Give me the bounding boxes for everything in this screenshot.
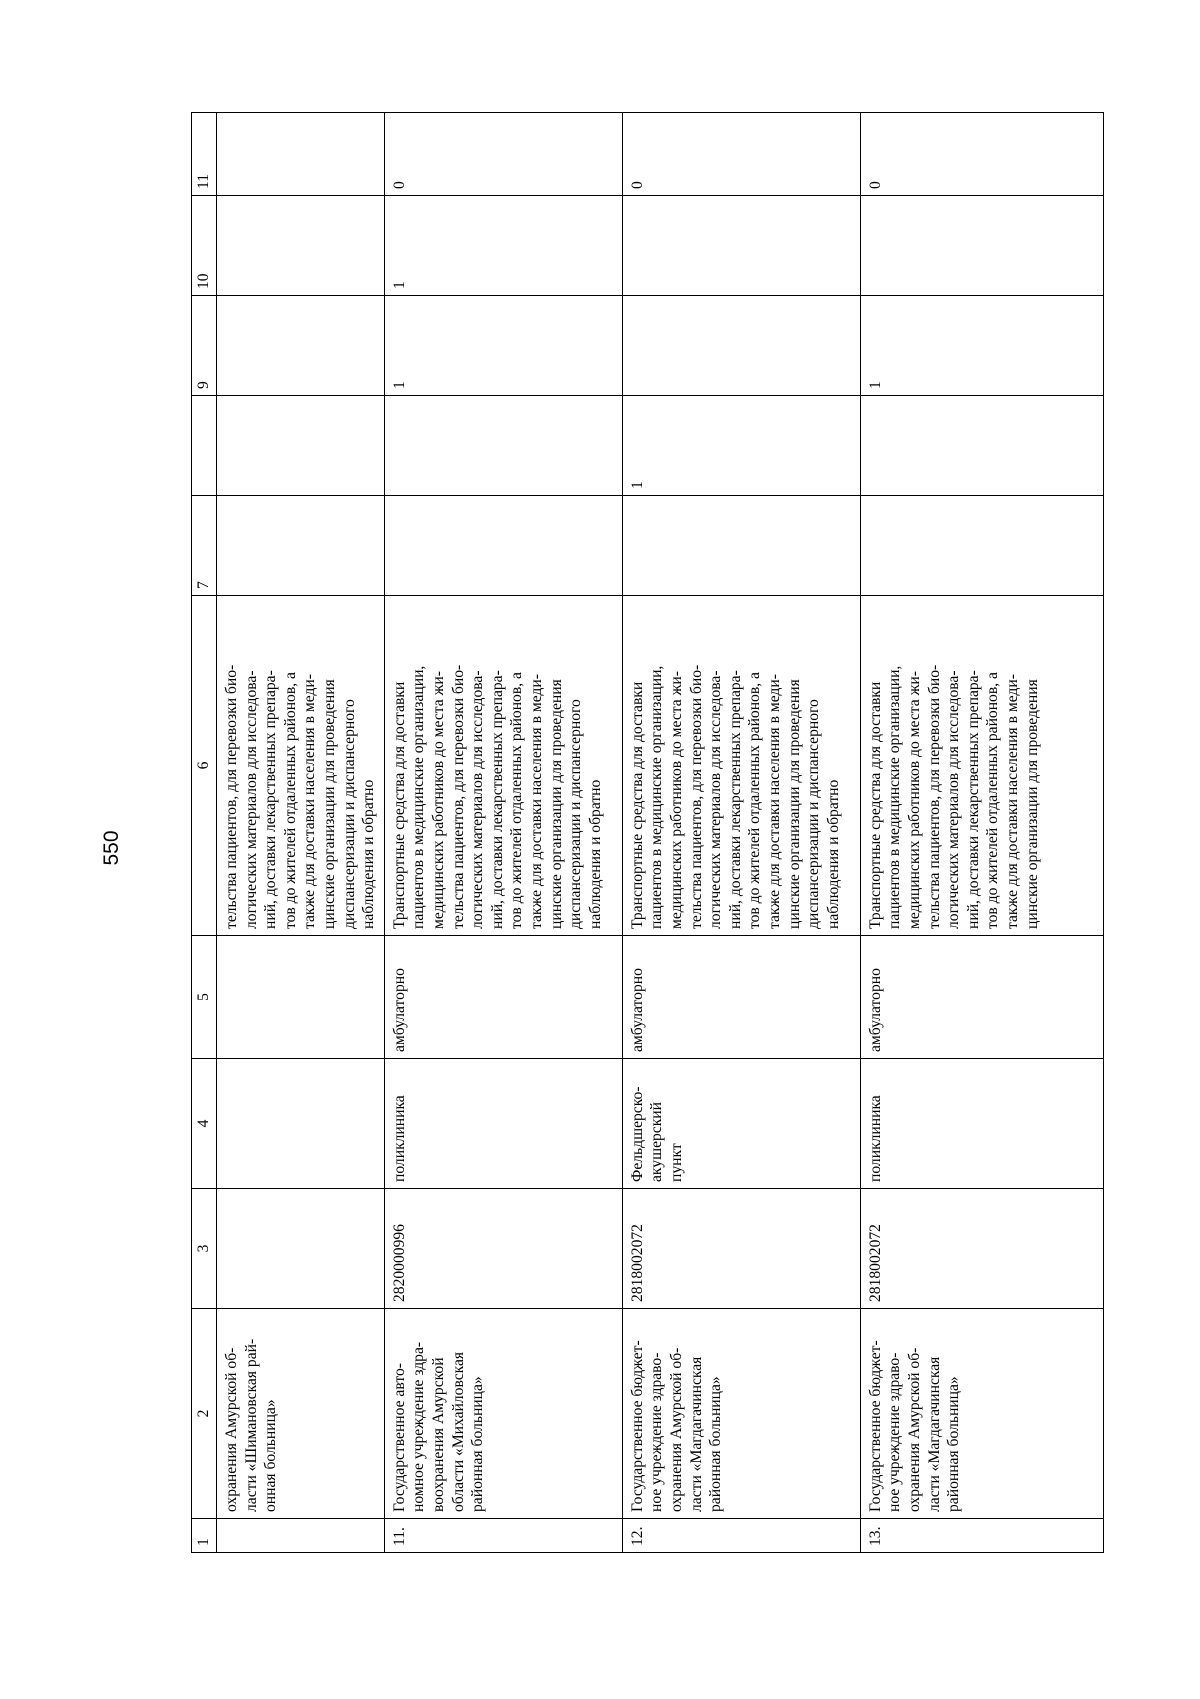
column-header: 5 bbox=[192, 936, 217, 1059]
organization-name: охранения Амурской об- ласти «Шимановская рай- онная больница» bbox=[217, 1309, 385, 1519]
inn-cell: 2818002072 bbox=[622, 1189, 860, 1309]
count-cell-8 bbox=[860, 396, 1103, 496]
row-number: 12. bbox=[622, 1519, 860, 1553]
data-table bbox=[191, 112, 1104, 1553]
organization-name: Государственное авто- номное учреждение здра- воохранения Амурской области «Михайловская районная больница» bbox=[384, 1309, 622, 1519]
inn-cell: 2818002072 bbox=[860, 1189, 1103, 1309]
count-cell-10: 1 bbox=[384, 196, 622, 296]
count-cell-9 bbox=[217, 296, 385, 396]
column-header: 11 bbox=[192, 113, 217, 196]
page-number: 550 bbox=[100, 830, 123, 866]
inn-cell: 2820000996 bbox=[384, 1189, 622, 1309]
organization-name: Государственное бюджет- ное учреждение здраво- охранения Амурской об- ласти «Магдагачинская районная больница» bbox=[622, 1309, 860, 1519]
organization-name: Государственное бюджет- ное учреждение здраво- охранения Амурской об- ласти «Магдагачинская районная больница» bbox=[860, 1309, 1103, 1519]
unit-type-cell: Фельдшерско- акушерский пункт bbox=[622, 1059, 860, 1189]
table-row bbox=[622, 113, 860, 1553]
vehicle-purpose-cell: тельства пациентов, для перевозки био- логических материалов для исследова- ний, доставки лекарственных препара- тов до жителей отдаленных районов, а также для доставки населения в меди- цинские организации для проведения диспансеризации и диспансерного наблюдения и обратно bbox=[217, 596, 385, 936]
column-header bbox=[192, 396, 217, 496]
care-mode-cell bbox=[217, 936, 385, 1059]
column-header: 6 bbox=[192, 596, 217, 936]
count-cell-7 bbox=[860, 496, 1103, 596]
count-cell-8 bbox=[384, 396, 622, 496]
count-cell-10 bbox=[860, 196, 1103, 296]
table-row bbox=[384, 113, 622, 1553]
column-header: 9 bbox=[192, 296, 217, 396]
count-cell-10 bbox=[622, 196, 860, 296]
count-cell-10 bbox=[217, 196, 385, 296]
count-cell-9 bbox=[622, 296, 860, 396]
care-mode-cell: амбулаторно bbox=[622, 936, 860, 1059]
care-mode-cell: амбулаторно bbox=[860, 936, 1103, 1059]
table-row bbox=[860, 113, 1103, 1553]
rotated-table-area bbox=[191, 113, 1094, 1553]
count-cell-9: 1 bbox=[384, 296, 622, 396]
count-cell-8 bbox=[217, 396, 385, 496]
vehicle-purpose-cell: Транспортные средства для доставки пациентов в медицинские организации, медицинских работников до места жи- тельства пациентов, для перевозки био- логических материалов для исследова- ний, доставки лекарственных препара- тов до жителей отдаленных районов, а также для доставки населения в меди- цинские организации для проведения диспансеризации и диспансерного наблюдения и обратно bbox=[384, 596, 622, 936]
count-cell-7 bbox=[622, 496, 860, 596]
count-cell-9: 1 bbox=[860, 296, 1103, 396]
table-body bbox=[217, 113, 1104, 1553]
care-mode-cell: амбулаторно bbox=[384, 936, 622, 1059]
vehicle-purpose-cell: Транспортные средства для доставки пациентов в медицинские организации, медицинских работников до места жи- тельства пациентов, для перевозки био- логических материалов для исследова- ний, доставки лекарственных препара- тов до жителей отдаленных районов, а также для доставки населения в меди- цинские организации для проведения bbox=[860, 596, 1103, 936]
count-cell-11 bbox=[217, 113, 385, 196]
count-cell-11: 0 bbox=[860, 113, 1103, 196]
table-rotator bbox=[191, 113, 1094, 1553]
count-cell-8: 1 bbox=[622, 396, 860, 496]
column-header: 7 bbox=[192, 496, 217, 596]
count-cell-11: 0 bbox=[622, 113, 860, 196]
vehicle-purpose-cell: Транспортные средства для доставки пациентов в медицинские организации, медицинских работников до места жи- тельства пациентов, для перевозки био- логических материалов для исследова- ний, доставки лекарственных препара- тов до жителей отдаленных районов, а также для доставки населения в меди- цинские организации для проведения диспансеризации и диспансерного наблюдения и обратно bbox=[622, 596, 860, 936]
unit-type-cell bbox=[217, 1059, 385, 1189]
inn-cell bbox=[217, 1189, 385, 1309]
column-header: 10 bbox=[192, 196, 217, 296]
row-number: 11. bbox=[384, 1519, 622, 1553]
count-cell-7 bbox=[217, 496, 385, 596]
count-cell-7 bbox=[384, 496, 622, 596]
count-cell-11: 0 bbox=[384, 113, 622, 196]
column-header: 3 bbox=[192, 1189, 217, 1309]
column-header: 2 bbox=[192, 1309, 217, 1519]
row-number bbox=[217, 1519, 385, 1553]
unit-type-cell: поликлиника bbox=[860, 1059, 1103, 1189]
unit-type-cell: поликлиника bbox=[384, 1059, 622, 1189]
column-header: 1 bbox=[192, 1519, 217, 1553]
row-number: 13. bbox=[860, 1519, 1103, 1553]
header-row bbox=[192, 113, 217, 1553]
table-row bbox=[217, 113, 385, 1553]
column-header: 4 bbox=[192, 1059, 217, 1189]
